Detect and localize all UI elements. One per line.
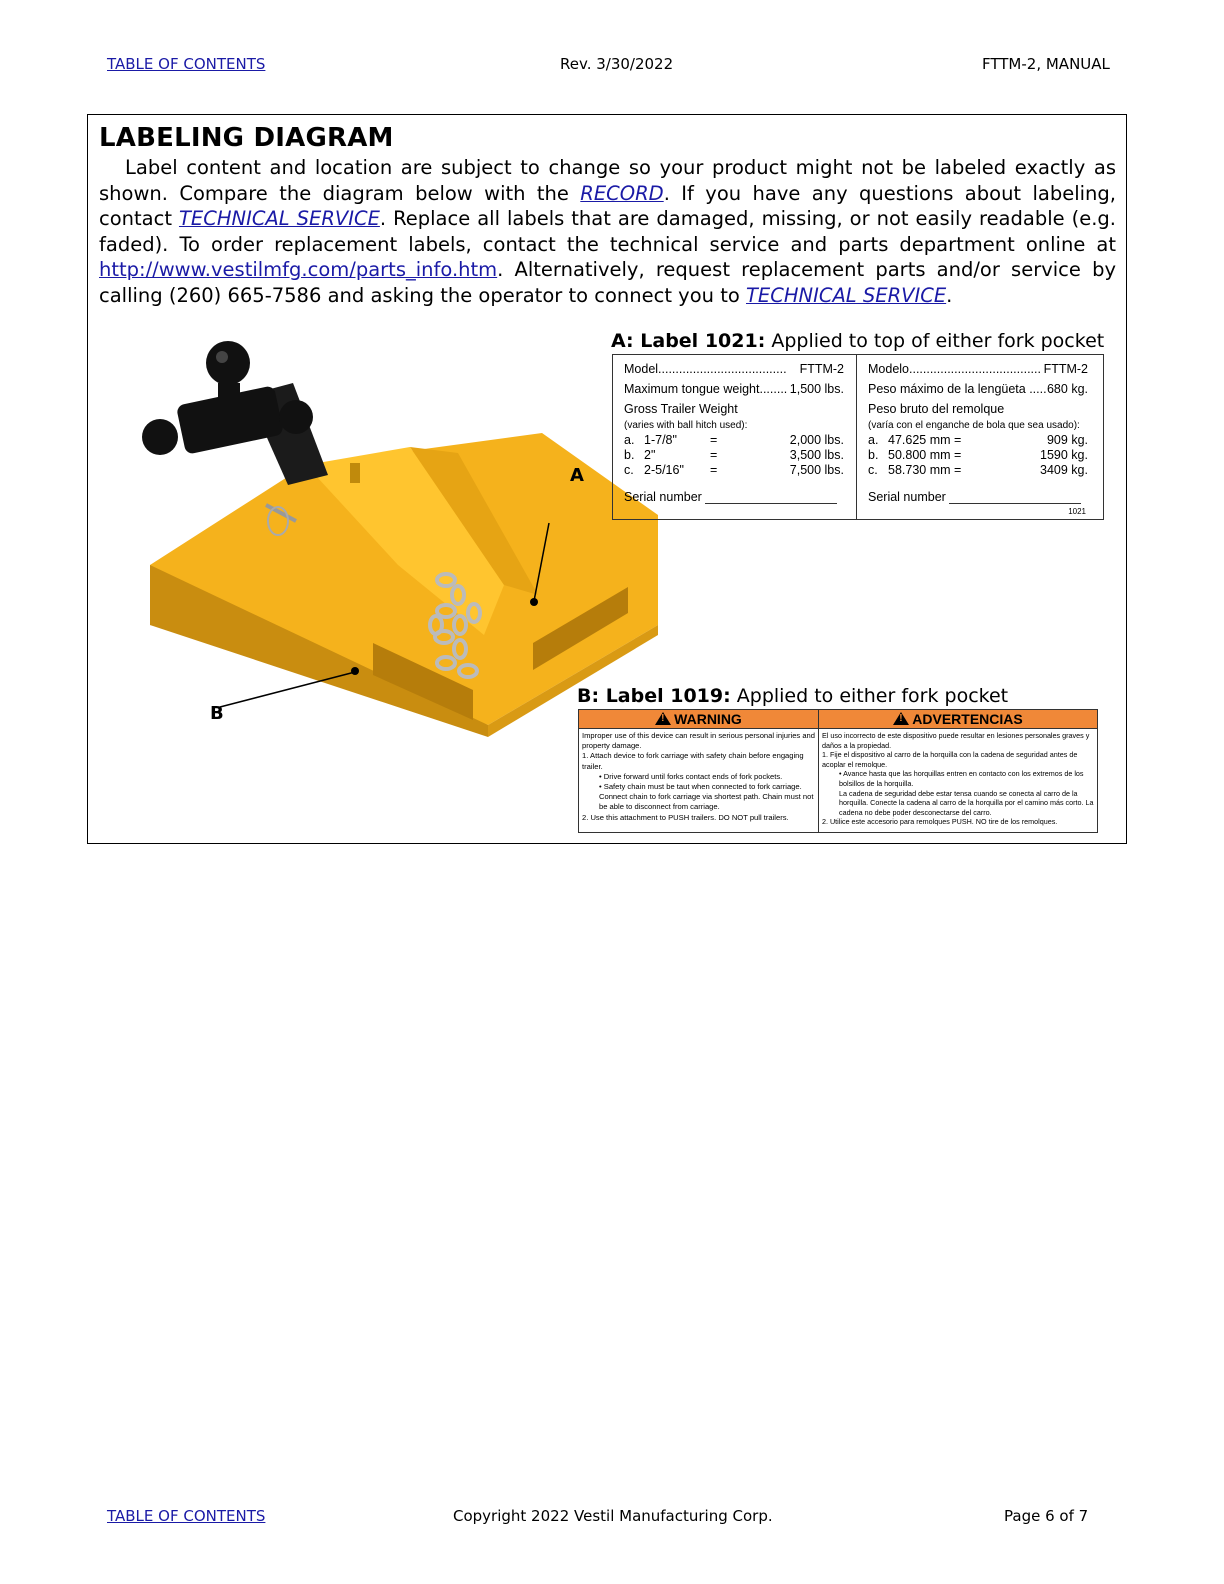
hitch-ball-left: [142, 419, 178, 455]
label-1019: [578, 709, 1098, 833]
technical-service-link-1[interactable]: TECHNICAL SERVICE: [178, 207, 380, 230]
caption-label-1021: A: Label 1021: Applied to top of either fork pocket: [611, 330, 1105, 352]
copyright: Copyright 2022 Vestil Manufacturing Corp.: [453, 1507, 773, 1525]
hitch-ball-right: [279, 400, 313, 434]
warning-icon: [655, 712, 671, 725]
para-text-3: . Replace all labels that are damaged, missing, or not easily readable (e.g. faded). To order replacement labels, contact the technical service and parts department online at: [99, 207, 1116, 256]
section-paragraph: [99, 155, 1116, 308]
section-title: LABELING DIAGRAM: [99, 123, 394, 153]
label-1019-english: !WARNING Improper use of this device can result in serious personal injuries and property damage. 1. Attach device to fork carriage with safety chain before engaging trailer. • Drive forward until forks contact ends of fork pockets. • Safety chain must be taut when connected to fork carriage. Connect chain to fork carriage via shortest path. Chain must not be able to disconnect from carriage. 2. Use this attachment to PUSH trailers. DO NOT pull trailers.: [579, 710, 818, 832]
para-text-1: Label content and location are subject to change so your product might not be labeled exactly as shown. Compare the diagram below with the: [99, 156, 1116, 205]
para-text-5: .: [946, 283, 953, 307]
labeling-diagram-section: [87, 114, 1127, 844]
record-link[interactable]: RECORD: [580, 181, 664, 205]
technical-service-link-2[interactable]: TECHNICAL SERVICE: [746, 283, 947, 307]
caption-label-1019: B: Label 1019: Applied to either fork pocket: [577, 685, 1009, 707]
label-b-location-dot: [351, 667, 359, 675]
toc-link-footer[interactable]: TABLE OF CONTENTS: [107, 1507, 266, 1525]
hitch-ball-top: [206, 341, 250, 385]
marker-a: A: [570, 465, 584, 486]
label-1021-spanish: Modelo...................................... FTTM-2 Peso máximo de la lengüeta ..... 680 kg. Peso bruto del remolque (varía con el enganche de bola que sea usado): a. 47.625 mm = 909 kg. b. 50.800 mm = 1590 kg. c. 58.730 mm = 3409 kg. Serial number 1021: [856, 355, 1100, 519]
para-text-2: . If you have any questions about labeling, contact: [99, 181, 1116, 230]
manual-name: FTTM-2, MANUAL: [982, 55, 1110, 73]
warning-icon: [893, 712, 909, 725]
revision-date: Rev. 3/30/2022: [560, 55, 674, 73]
fork-trailer-mover-illustration: [128, 325, 688, 745]
toc-link-header[interactable]: TABLE OF CONTENTS: [107, 55, 266, 73]
label-a-location-dot: [530, 598, 538, 606]
label-1019-spanish: !ADVERTENCIAS El uso incorrecto de este dispositivo puede resultar en lesiones personales graves y daños a la propiedad. 1. Fije el dispositivo al carro de la horquilla con la cadena de seguridad antes de acoplar el remolque. • Avance hasta que las horquillas entren en contacto con los extremos de los bolsillos de la horquilla. La cadena de seguridad debe estar tensa cuando se conecta al carro de la horquilla. Conecte la cadena al carro de la horquilla por el camino más corto. La cadena no debe poder desconectarse del carro. 2. Utilice este accesorio para remolques PUSH. NO tire de los remolques.: [818, 710, 1097, 832]
page-number: Page 6 of 7: [1004, 1507, 1089, 1525]
label-1021: [612, 354, 1104, 520]
marker-b: B: [210, 703, 224, 724]
para-text-4: . Alternatively, request replacement parts and/or service by calling (260) 665-7586 and asking the operator to connect you to: [99, 258, 1116, 307]
label-1021-english: Model..................................... FTTM-2 Maximum tongue weight........ 1,500 lbs. Gross Trailer Weight (varies with ball hitch used): a. 1-7/8" = 2,000 lbs. b. 2" = 3,500 lbs. c. 2-5/16" = 7,500 lbs. Serial number: [624, 362, 844, 504]
parts-info-url-link[interactable]: http://www.vestilmfg.com/parts_info.htm: [99, 258, 498, 281]
